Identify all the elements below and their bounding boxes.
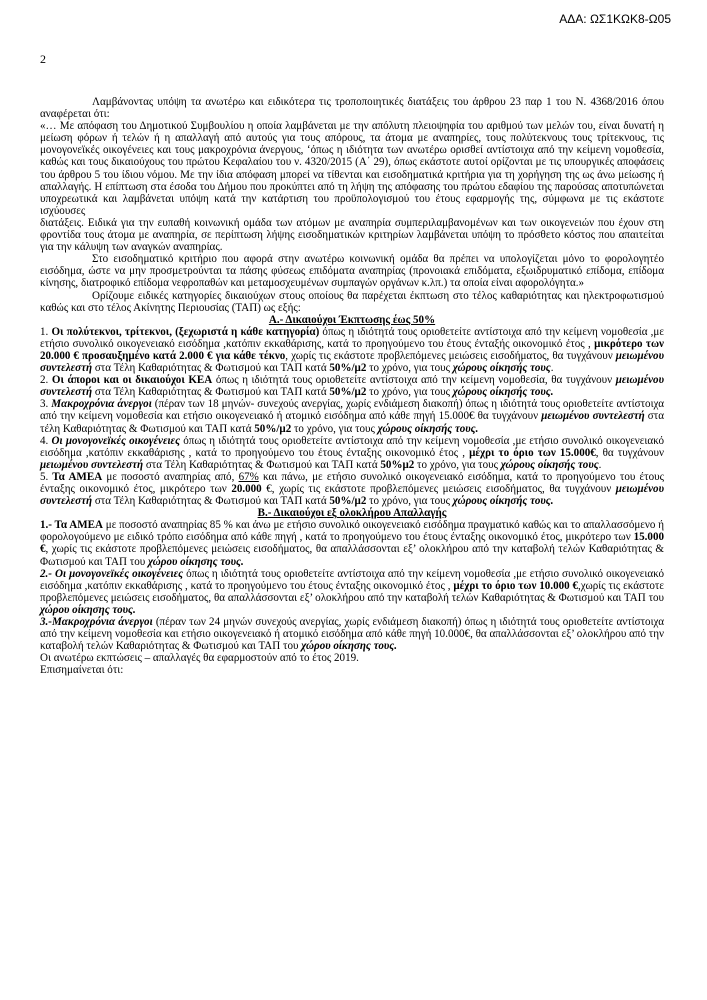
intro-paragraph-5: Ορίζουμε ειδικές κατηγορίες δικαιούχων στους οποίους θα παρέχεται έκπτωση στο τέλος καθαριότητας και ηλεκτροφωτισμού καθώς και στο τέλος Ακίνητης Περιουσίας (ΤΑΠ) ως εξής: bbox=[40, 289, 664, 314]
residence-space: χώρου οίκησης τους. bbox=[147, 555, 244, 568]
discount-rate: 50%/μ2 bbox=[329, 362, 367, 375]
item-text: . bbox=[598, 458, 602, 471]
intro-paragraph-3: διατάξεις. Ειδικά για την ευπαθή κοινωνική ομάδα των ατόμων με αναπηρία συμπεριλαμβανομένων και των οικογενειών που έχουν στη φροντίδα τους άτομα με αναπηρία, σε περίπτωση λήψης εισοδηματικών κριτηρίων λαμβάνεται υπόψη το πρόσθετο κόστος που απαιτείται για την κάλυψη των αναγκών αναπηρίας. bbox=[40, 216, 664, 254]
item-number: 3. bbox=[40, 398, 49, 411]
item-text: όπως η ιδιότητά τους οριοθετείτε αντίστοιχα από την κείμενη νομοθεσία ,με ετήσιο συνολικό οικογενειακό εισόδημα ,κατόπιν εκκαθάρισης, κατά το προηγούμενο του έτους ένταξής οικονομικό έτος , bbox=[40, 325, 664, 350]
reduced-rate: μειωμένου συντελεστή bbox=[40, 374, 664, 399]
discount-rate: 50%/μ2 bbox=[329, 386, 367, 399]
residence-space: χώρους οίκησής τους bbox=[500, 458, 599, 471]
income-limit: μέχρι το όριο των 10.000 € bbox=[453, 579, 579, 592]
income-limit: 15.000 € bbox=[40, 531, 664, 556]
residence-space: χώρους οίκησής τους. bbox=[452, 386, 554, 399]
section-a-item-4 bbox=[40, 435, 664, 471]
item-text: με ποσοστό αναπηρίας από, bbox=[102, 470, 239, 483]
item-text: το χρόνο, για τους bbox=[366, 386, 453, 399]
item-text: (πέραν των 24 μηνών συνεχούς ανεργίας, χωρίς ενδιάμεση διακοπή) όπως η ιδιότητά τους οριοθετείτε αντίστοιχα από την κείμενη νομοθεσία και ετήσιο οικογενειακό ή ατομικό εισόδημα από κάθε πηγή 10.000€, θα απαλλάσσονται εξ’ ολοκλήρου από την καταβολή τελών Καθαριότητας & Φωτισμού και ΤΑΠ του bbox=[40, 616, 664, 653]
residence-space: χώρους οίκησής τους bbox=[452, 362, 551, 375]
item-text: στα Τέλη Καθαριότητας & Φωτισμού και ΤΑΠ κατά bbox=[92, 495, 330, 508]
page-number: 2 bbox=[40, 52, 46, 66]
section-a-title: Α.- Δικαιούχοι Έκπτωσης έως 50% bbox=[268, 313, 436, 326]
item-text: με ποσοστό αναπηρίας 85 % και άνω με ετήσιο συνολικό οικογενειακό εισόδημα πραγματικό καθώς και το απαλλασσόμενο ή φορολογούμενο με ειδικό τρόπο εισόδημα από κάθε πηγή , κατά το προηγούμενο του έτους ένταξης οικονομικό έτος, μικρότερο των bbox=[40, 519, 664, 544]
discount-rate: 50%μ2 bbox=[380, 458, 415, 471]
item-text: το χρόνο, για τους bbox=[291, 422, 378, 435]
section-a-item-1 bbox=[40, 326, 664, 374]
section-b-title: Β.- Δικαιούχοι εξ ολοκλήρου Απαλλαγής bbox=[257, 507, 447, 520]
item-text: , θα τυγχάνουν bbox=[595, 446, 664, 459]
income-limit: μέχρι το όριο των 15.000€ bbox=[469, 446, 596, 459]
section-a-item-5 bbox=[40, 471, 664, 507]
item-text: όπως η ιδιότητά τους οριοθετείτε αντίστοιχα από την κείμενη νομοθεσία ,με ετήσιο συνολικό οικογενειακό εισόδημα ,κατόπιν εκκαθάρισης , κατά το προηγούμενο του έτους ένταξης οικονομικό έτος , bbox=[40, 434, 664, 459]
item-text: €, χωρίς τις εκάστοτε προβλεπόμενες μειώσεις εισοδήματος, θα τυγχάνουν bbox=[261, 483, 616, 495]
residence-space: χώρου οίκησης τους. bbox=[301, 640, 397, 653]
beneficiary-category: 3.-Μακροχρόνια άνεργοι bbox=[40, 616, 153, 629]
discount-rate: 50%/μ2 bbox=[254, 422, 292, 435]
item-text: στα Τέλη Καθαριότητας & Φωτισμού και ΤΑΠ κατά bbox=[92, 362, 330, 375]
intro-paragraph-2: «… Με απόφαση του Δημοτικού Συμβουλίου η οποία λαμβάνεται με την απόλυτη πλειοψηφία του αριθμού των μελών του, είναι δυνατή η μείωση φόρων ή τελών ή η απαλλαγή από αυτούς για τους απόρους, τα άτομα με αναπηρίες, τους πολύτεκνους τους τρίτεκνους, τις μονογονεϊκές οικογένειες και τους μακροχρόνια άνεργους, ‘όπως η ιδιότητα των ανωτέρω ορισθεί αντίστοιχα από την κείμενη νομοθεσία, καθώς και τους δικαιούχους του πρώτου Κεφαλαίου του ν. 4320/2015 (Α΄ 29), όπως εκάστοτε αυτοί ορίζονται με τις υπουργικές αποφάσεις του άρθρου 5 του ίδιου νόμου. Με την ίδια απόφαση μπορεί να τίθενται και εισοδηματικά κριτήρια για τη χορήγηση της ως άνω μείωσης ή απαλλαγής. Η επίπτωση στα έσοδα του Δήμου που προκύπτει από τη λήψη της απόφασης του πρώτου εδαφίου της παρούσας αποτυπώνεται υποχρεωτικά και λαμβάνεται υπόψη κατά την κατάρτιση του προϋπολογισμού του έτους εφαρμογής της, σύμφωνα με τις εκάστοτε ισχύουσες bbox=[40, 120, 664, 217]
beneficiary-category: Οι πολύτεκνοι, τρίτεκνοι, (ξεχωριστά η κάθε κατηγορία) bbox=[51, 325, 320, 338]
document-body bbox=[40, 96, 664, 677]
item-text: όπως η ιδιότητά τους οριοθετείτε αντίστοιχα από την κείμενη νομοθεσία, θα τυγχάνουν bbox=[212, 374, 616, 387]
item-text: ,χωρίς τις εκάστοτε προβλεπόμενες μειώσεις εισοδήματος, θα απαλλάσσονται εξ’ ολοκλήρου από την καταβολή τελών Καθαριότητας & Φωτισμού και ΤΑΠ του bbox=[40, 579, 664, 604]
residence-space: χώρους οίκησής τους. bbox=[452, 495, 554, 508]
section-b-item-3 bbox=[40, 616, 664, 652]
income-limit: 20.000 bbox=[231, 483, 262, 495]
reduced-rate: μειωμένου συντελεστή bbox=[40, 349, 664, 375]
item-text: , χωρίς τις εκάστοτε προβλεπόμενες μειώσεις εισοδήματος, θα απαλλάσσονται εξ’ ολοκλήρου από την καταβολή τελών Καθαριότητας & Φωτισμού και ΤΑΠ του bbox=[40, 543, 664, 568]
item-text: το χρόνο, για τους bbox=[414, 458, 501, 471]
item-number: 5. bbox=[40, 470, 49, 483]
item-text: (πέραν των 18 μηνών- συνεχούς ανεργίας, χωρίς ενδιάμεση διακοπή) όπως η ιδιότητά τους οριοθετείτε αντίστοιχα από την κείμενη νομοθεσία και ετήσιο οικογενειακό ή ατομικό εισόδημα από κάθε πηγή 15.000€ θα τυγχάνουν bbox=[40, 398, 664, 423]
reduced-rate: μειωμένου συντελεστή bbox=[40, 458, 144, 471]
beneficiary-category: 1.- Τα ΑΜΕΑ bbox=[40, 519, 104, 532]
item-text: . bbox=[550, 362, 554, 375]
ada-code: ΑΔΑ: ΩΣ1ΚΩΚ8-Ω05 bbox=[559, 12, 671, 26]
section-b-item-1 bbox=[40, 519, 664, 567]
item-text: το χρόνο, για τους bbox=[366, 362, 453, 375]
reduced-rate: μειωμένου συντελεστή bbox=[541, 410, 645, 423]
beneficiary-category: Οι μονογονεϊκές οικογένειες bbox=[48, 434, 180, 447]
intro-paragraph-4: Στο εισοδηματικό κριτήριο που αφορά στην ανωτέρω κοινωνική ομάδα θα πρέπει να υπολογίζεται μόνο το φορολογητέο εισόδημα, ώστε να μην προσμετρούνται τα πάσης φύσεως επιδόματα αναπηρίας (προνοιακά επιδόματα, εξωιδρυματικό επίδομα, επίδομα κίνησης, διατροφικό επίδομα νεφροπαθών και μεταμοσχευμένων συμπαγών οργάνων κ.λπ.) τα οποία είναι αφορολόγητα.» bbox=[40, 253, 664, 290]
beneficiary-category: Τα ΑΜΕΑ bbox=[48, 470, 103, 483]
beneficiary-category: Μακροχρόνια άνεργοι bbox=[48, 398, 152, 411]
section-a-item-2 bbox=[40, 374, 664, 398]
item-number: 1. bbox=[40, 325, 49, 338]
footer-line-1: Οι ανωτέρω εκπτώσεις – απαλλαγές θα εφαρμοστούν από το έτος 2019. bbox=[40, 652, 359, 665]
item-text: το χρόνο, για τους bbox=[366, 495, 453, 508]
item-number: 2. bbox=[40, 374, 49, 387]
beneficiary-category: Οι άποροι και οι δικαιούχοι ΚΕΑ bbox=[48, 374, 213, 387]
footer-line-2: Επισημαίνεται ότι: bbox=[40, 664, 124, 677]
discount-rate: 50%/μ2 bbox=[329, 495, 367, 508]
reduced-rate: μειωμένου συντελεστή bbox=[40, 483, 664, 508]
item-text: στα τέλη Καθαριότητας & Φωτισμού και ΤΑΠ κατά bbox=[40, 410, 664, 435]
item-number: 4. bbox=[40, 434, 49, 447]
beneficiary-category: 2.- Οι μονογονεϊκές οικογένειες bbox=[40, 567, 184, 580]
item-text: , χωρίς τις εκάστοτε προβλεπόμενες μειώσεις εισοδήματος, θα τυγχάνουν bbox=[285, 349, 616, 362]
item-text: όπως η ιδιότητά τους οριοθετείτε αντίστοιχα από την κείμενη νομοθεσία ,με ετήσιο συνολικό οικογενειακό εισόδημα ,κατόπιν εκκαθάρισης , κατά το προηγούμενο του έτους ένταξης οικονομικό έτος , bbox=[40, 567, 664, 592]
intro-paragraph-1: Λαμβάνοντας υπόψη τα ανωτέρω και ειδικότερα τις τροποποιητικές διατάξεις του άρθρου 23 παρ 1 του Ν. 4368/2016 όπου αναφέρεται ότι: bbox=[40, 96, 664, 121]
income-limit: μικρότερο των 20.000 € προσαυξημένο κατά 2.000 € για κάθε τέκνο bbox=[40, 337, 664, 362]
disability-percentage: 67% bbox=[238, 470, 259, 483]
residence-space: χώρου οίκησης τους. bbox=[40, 603, 136, 616]
item-text: στα Τέλη Καθαριότητας & Φωτισμού και ΤΑΠ κατά bbox=[143, 458, 381, 471]
section-b-item-2 bbox=[40, 568, 664, 616]
item-text: και πάνω, με ετήσιο συνολικό οικογενειακό εισόδημα, κατά το προηγούμενο του έτους ένταξης οικονομικό έτος, μικρότερο των bbox=[40, 470, 664, 495]
section-a-item-3 bbox=[40, 398, 664, 434]
item-text: στα Τέλη Καθαριότητας & Φωτισμού και ΤΑΠ κατά bbox=[92, 386, 330, 399]
residence-space: χώρους οίκησής τους. bbox=[377, 422, 479, 435]
